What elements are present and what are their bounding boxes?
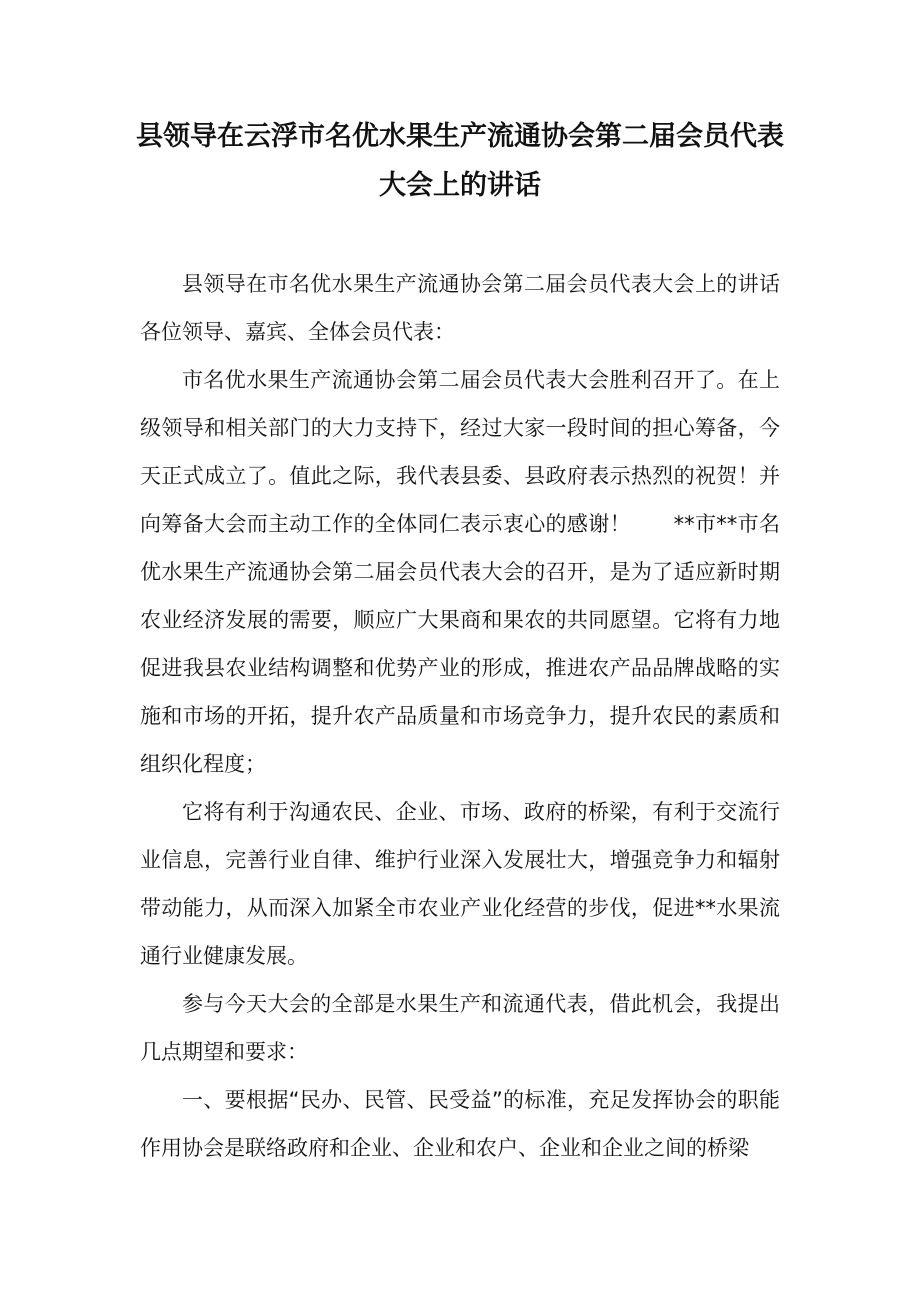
document-title: 县领导在云浮市名优水果生产流通协会第二届会员代表大会上的讲话 [136,121,784,201]
paragraph-opening: 县领导在市名优水果生产流通协会第二届会员代表大会上的讲话各位领导、嘉宾、全体会员代表： [140,272,780,344]
paragraph-point-one: 一、要根据“民办、民管、民受益”的标准，充足发挥协会的职能作用协会是联络政府和企业、企业和农户、企业和企业之间的桥梁 [140,1088,780,1160]
paragraph-expectations-intro: 参与今天大会的全部是水果生产和流通代表，借此机会，我提出几点期望和要求： [140,992,780,1064]
document-body [140,260,780,1172]
paragraph-congratulation: 市名优水果生产流通协会第二届会员代表大会胜利召开了。在上级领导和相关部门的大力支持下，经过大家一段时间的担心筹备，今天正式成立了。值此之际，我代表县委、县政府表示热烈的祝贺！并向筹备大会而主动工作的全体同仁表示衷心的感谢！ **市**市名优水果生产流通协会第二届会员代表大会的召开，是为了适应新时期农业经济发展的需要，顺应广大果商和果农的共同愿望。它将有力地促进我县农业结构调整和优势产业的形成，推进农产品品牌战略的实施和市场的开拓，提升农产品质量和市场竞争力，提升农民的素质和组织化程度； [140,368,780,776]
paragraph-benefits: 它将有利于沟通农民、企业、市场、政府的桥梁，有利于交流行业信息，完善行业自律、维护行业深入发展壮大，增强竞争力和辐射带动能力，从而深入加紧全市农业产业化经营的步伐，促进**水果流通行业健康发展。 [140,800,780,968]
